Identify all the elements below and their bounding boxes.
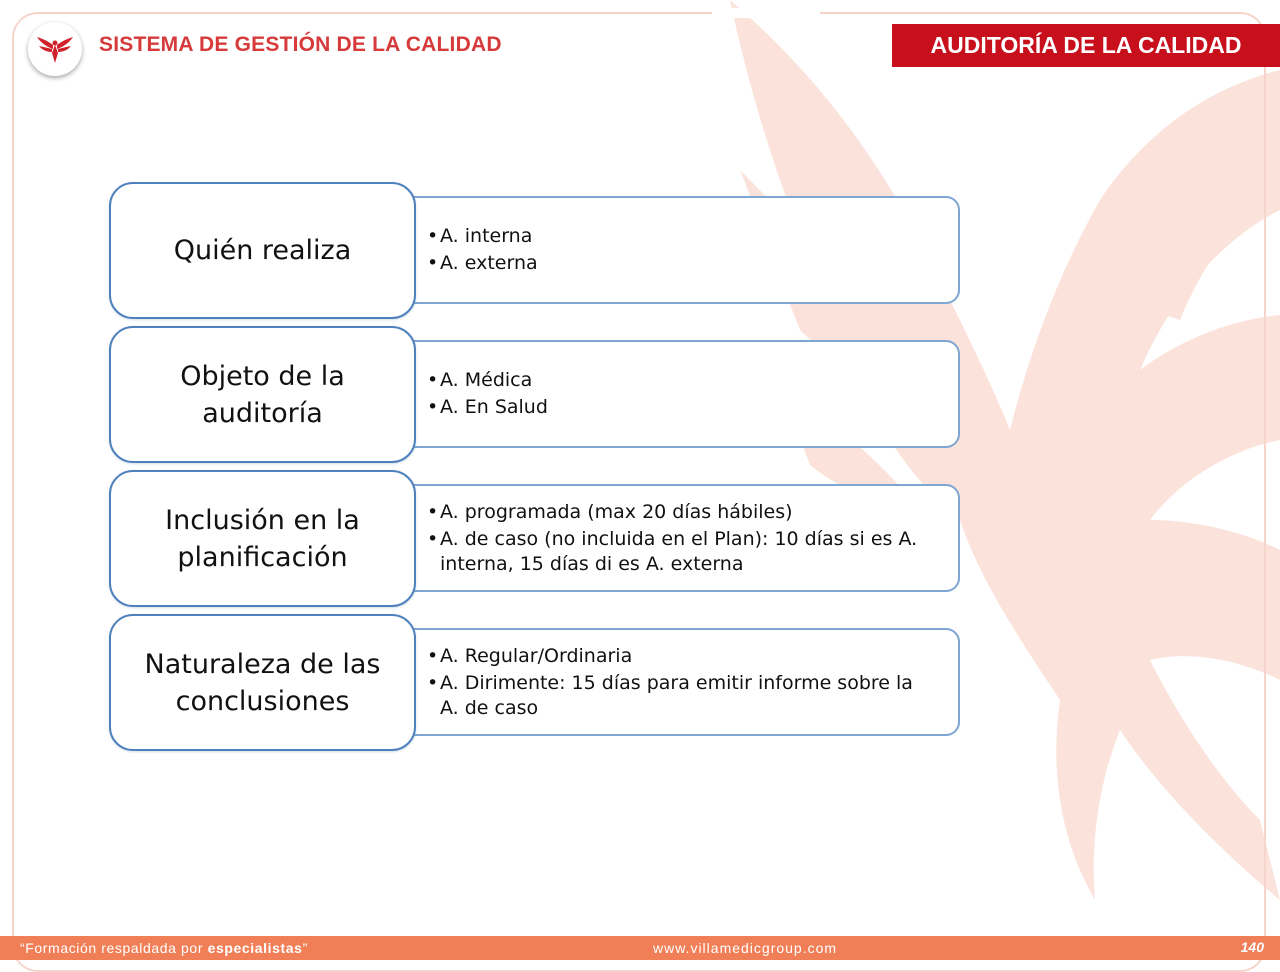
detail-box [380,628,960,736]
tagline-bold: especialistas [207,940,303,956]
detail-item: • A. Regular/Ordinaria [440,644,936,669]
detail-item: • A. externa [440,251,936,276]
tagline-end: ” [302,940,308,956]
footer-bar [0,936,1280,960]
phoenix-logo [28,22,82,76]
detail-item: • A. de caso (no incluida en el Plan): 10 días si es A. interna, 15 días di es A. externa [440,527,936,577]
detail-item: • A. interna [440,224,936,249]
topic-box: Naturaleza de las conclusiones [109,614,416,751]
detail-list [440,642,936,723]
detail-list [440,366,936,422]
detail-item: • A. En Salud [440,395,936,420]
detail-list [440,498,936,579]
topic-box: Quién realiza [109,182,416,319]
detail-item: • A. Dirimente: 15 días para emitir informe sobre la A. de caso [440,671,936,721]
topic-box: Inclusión en la planificación [109,470,416,607]
phoenix-logo-icon [35,33,75,65]
detail-box [380,340,960,448]
page-number: 140 [1240,939,1264,955]
system-title: SISTEMA DE GESTIÓN DE LA CALIDAD [99,33,502,56]
detail-box [380,484,960,592]
footer-website: www.villamedicgroup.com [653,940,838,956]
tagline-start: “Formación respaldada por [20,940,208,956]
frame-gap [712,8,820,18]
footer-tagline [20,940,308,956]
detail-item: • A. Médica [440,368,936,393]
detail-item: • A. programada (max 20 días hábiles) [440,500,936,525]
section-banner: AUDITORÍA DE LA CALIDAD [892,24,1280,67]
topic-box: Objeto de la auditoría [109,326,416,463]
detail-box [380,196,960,304]
detail-list [440,222,936,278]
